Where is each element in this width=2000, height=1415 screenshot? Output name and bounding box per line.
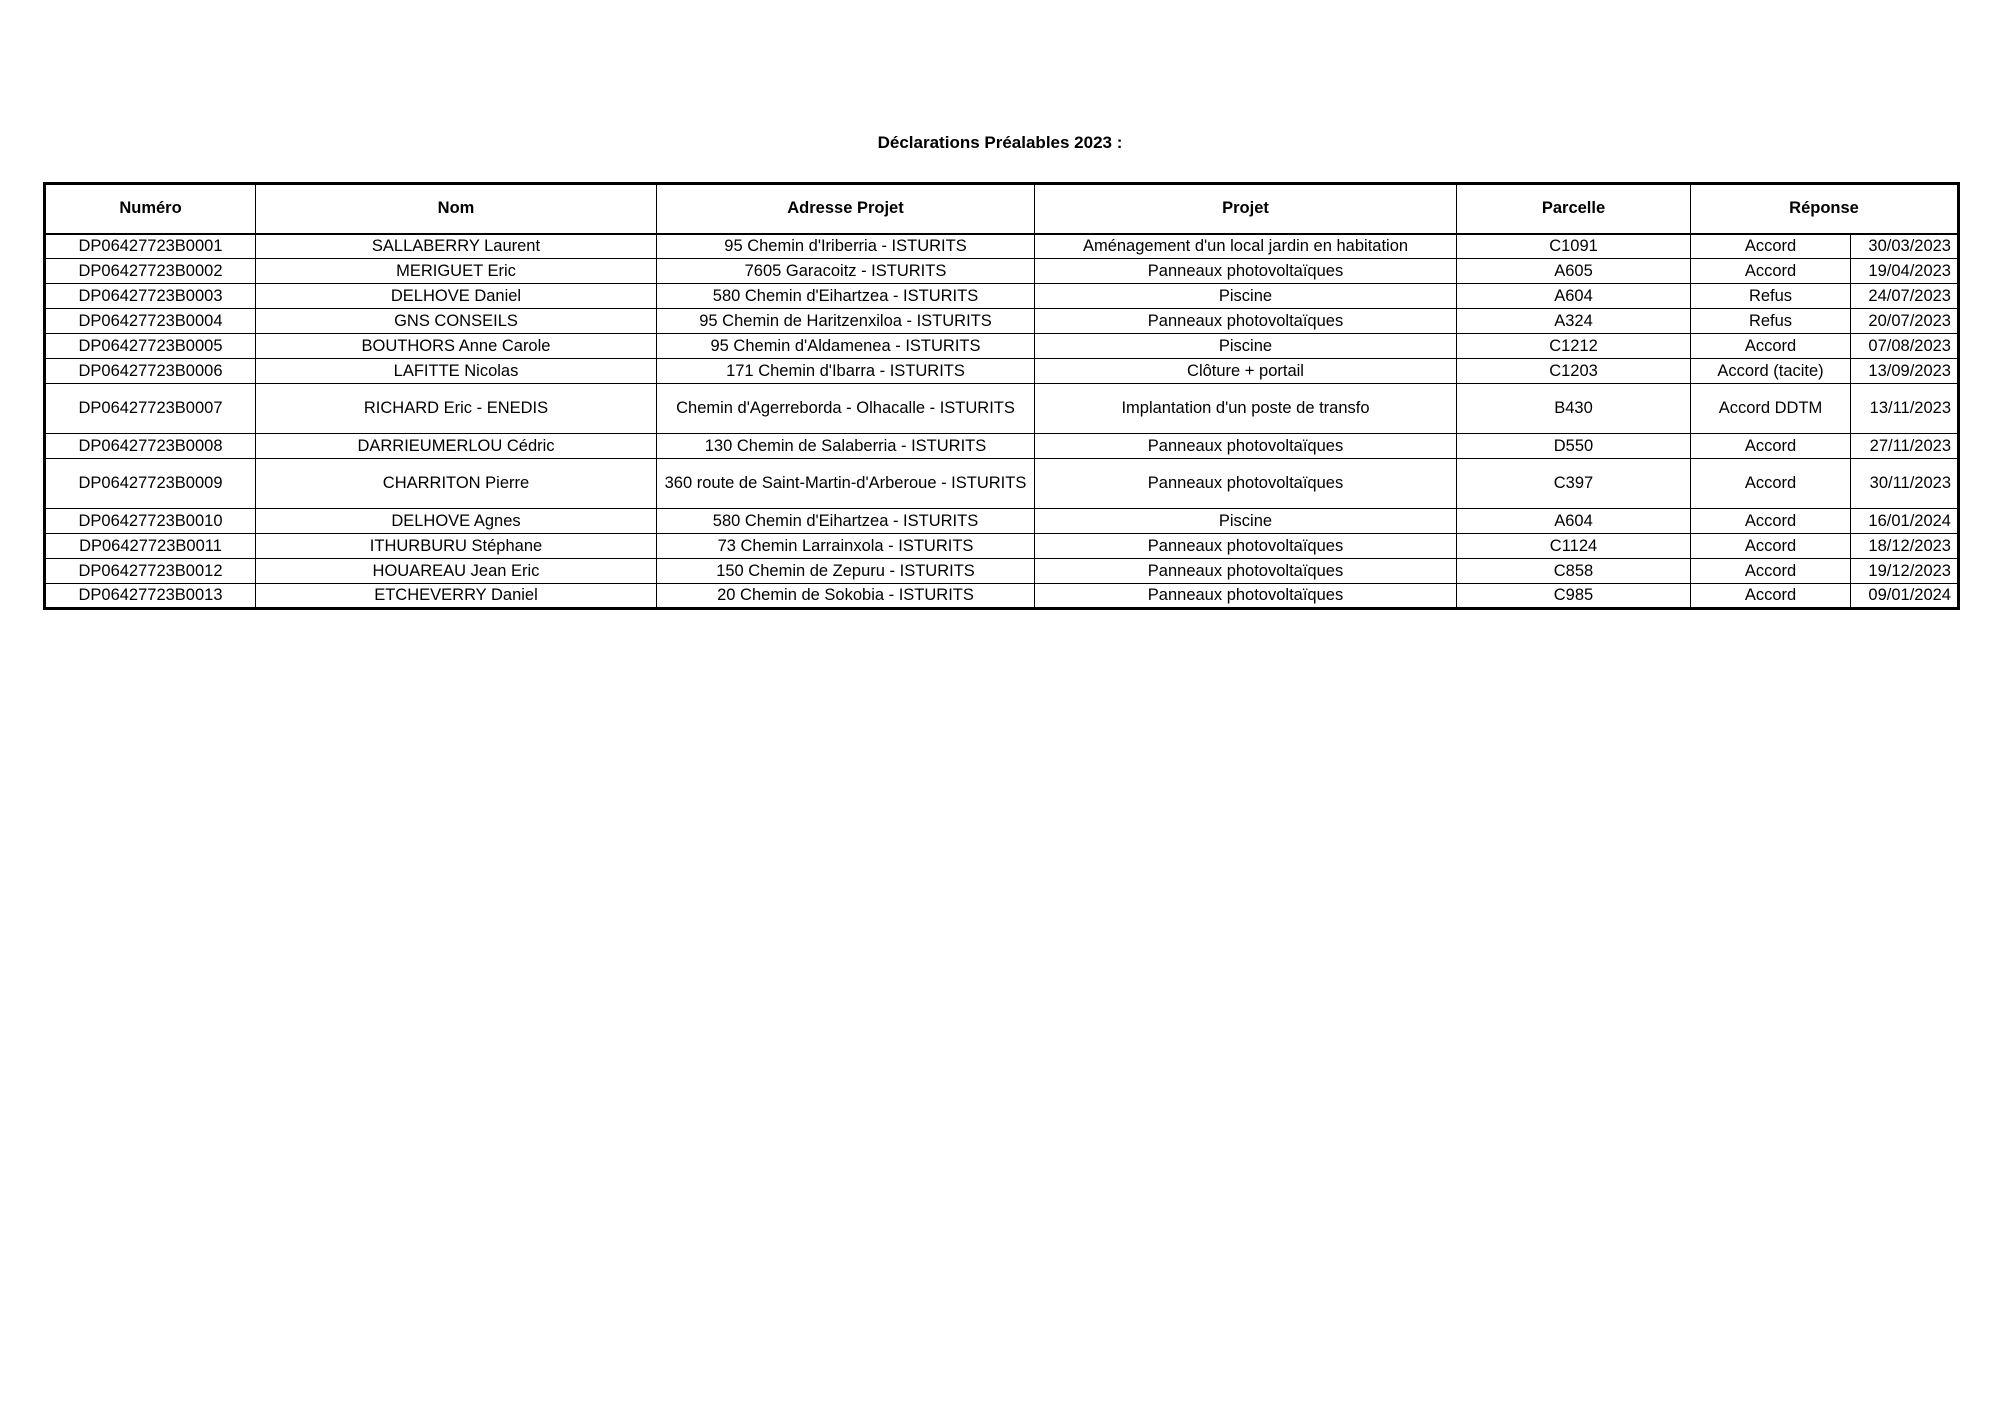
cell-parcelle: C397 bbox=[1457, 459, 1691, 509]
page-title: Déclarations Préalables 2023 : bbox=[877, 133, 1123, 152]
cell-nom: ETCHEVERRY Daniel bbox=[256, 584, 657, 609]
cell-parcelle: C1203 bbox=[1457, 359, 1691, 384]
cell-numero: DP06427723B0001 bbox=[45, 234, 256, 259]
header-reponse: Réponse bbox=[1691, 184, 1959, 234]
header-numero: Numéro bbox=[45, 184, 256, 234]
table-row bbox=[45, 434, 1959, 459]
cell-adresse: 73 Chemin Larrainxola - ISTURITS bbox=[657, 534, 1035, 559]
cell-reponse: Accord DDTM bbox=[1691, 384, 1851, 434]
cell-date: 07/08/2023 bbox=[1851, 334, 1959, 359]
cell-projet: Panneaux photovoltaïques bbox=[1035, 259, 1457, 284]
cell-date: 24/07/2023 bbox=[1851, 284, 1959, 309]
cell-reponse: Accord bbox=[1691, 534, 1851, 559]
cell-numero: DP06427723B0008 bbox=[45, 434, 256, 459]
cell-projet: Implantation d'un poste de transfo bbox=[1035, 384, 1457, 434]
cell-parcelle: C985 bbox=[1457, 584, 1691, 609]
cell-numero: DP06427723B0010 bbox=[45, 509, 256, 534]
cell-date: 09/01/2024 bbox=[1851, 584, 1959, 609]
cell-adresse: 7605 Garacoitz - ISTURITS bbox=[657, 259, 1035, 284]
cell-parcelle: A605 bbox=[1457, 259, 1691, 284]
table-row bbox=[45, 559, 1959, 584]
cell-reponse: Accord bbox=[1691, 259, 1851, 284]
table-row bbox=[45, 534, 1959, 559]
table-row bbox=[45, 309, 1959, 334]
cell-reponse: Accord bbox=[1691, 234, 1851, 259]
table-header-row bbox=[45, 184, 1959, 234]
cell-nom: DELHOVE Daniel bbox=[256, 284, 657, 309]
cell-projet: Panneaux photovoltaïques bbox=[1035, 534, 1457, 559]
cell-parcelle: A604 bbox=[1457, 509, 1691, 534]
table-row bbox=[45, 384, 1959, 434]
cell-parcelle: A604 bbox=[1457, 284, 1691, 309]
cell-projet: Panneaux photovoltaïques bbox=[1035, 459, 1457, 509]
header-parcelle: Parcelle bbox=[1457, 184, 1691, 234]
cell-nom: GNS CONSEILS bbox=[256, 309, 657, 334]
cell-reponse: Refus bbox=[1691, 284, 1851, 309]
cell-parcelle: C1091 bbox=[1457, 234, 1691, 259]
cell-projet: Piscine bbox=[1035, 284, 1457, 309]
cell-parcelle: C1212 bbox=[1457, 334, 1691, 359]
cell-nom: DELHOVE Agnes bbox=[256, 509, 657, 534]
table-row bbox=[45, 509, 1959, 534]
cell-nom: DARRIEUMERLOU Cédric bbox=[256, 434, 657, 459]
cell-date: 30/11/2023 bbox=[1851, 459, 1959, 509]
cell-reponse: Accord bbox=[1691, 509, 1851, 534]
table-row bbox=[45, 584, 1959, 609]
cell-date: 19/12/2023 bbox=[1851, 559, 1959, 584]
cell-parcelle: C1124 bbox=[1457, 534, 1691, 559]
cell-reponse: Accord bbox=[1691, 459, 1851, 509]
cell-numero: DP06427723B0006 bbox=[45, 359, 256, 384]
table-row bbox=[45, 259, 1959, 284]
cell-numero: DP06427723B0004 bbox=[45, 309, 256, 334]
table-row bbox=[45, 334, 1959, 359]
cell-nom: BOUTHORS Anne Carole bbox=[256, 334, 657, 359]
cell-date: 20/07/2023 bbox=[1851, 309, 1959, 334]
cell-nom: RICHARD Eric - ENEDIS bbox=[256, 384, 657, 434]
cell-projet: Piscine bbox=[1035, 509, 1457, 534]
cell-parcelle: D550 bbox=[1457, 434, 1691, 459]
cell-reponse: Accord bbox=[1691, 334, 1851, 359]
cell-nom: MERIGUET Eric bbox=[256, 259, 657, 284]
cell-projet: Panneaux photovoltaïques bbox=[1035, 309, 1457, 334]
cell-numero: DP06427723B0012 bbox=[45, 559, 256, 584]
header-nom: Nom bbox=[256, 184, 657, 234]
cell-date: 30/03/2023 bbox=[1851, 234, 1959, 259]
cell-projet: Panneaux photovoltaïques bbox=[1035, 434, 1457, 459]
cell-adresse: 95 Chemin d'Aldamenea - ISTURITS bbox=[657, 334, 1035, 359]
cell-parcelle: C858 bbox=[1457, 559, 1691, 584]
header-adresse-projet: Adresse Projet bbox=[657, 184, 1035, 234]
cell-reponse: Accord bbox=[1691, 434, 1851, 459]
cell-parcelle: B430 bbox=[1457, 384, 1691, 434]
cell-adresse: 150 Chemin de Zepuru - ISTURITS bbox=[657, 559, 1035, 584]
cell-date: 13/09/2023 bbox=[1851, 359, 1959, 384]
declarations-table bbox=[43, 182, 1960, 610]
cell-nom: SALLABERRY Laurent bbox=[256, 234, 657, 259]
cell-adresse: 171 Chemin d'Ibarra - ISTURITS bbox=[657, 359, 1035, 384]
cell-projet: Panneaux photovoltaïques bbox=[1035, 584, 1457, 609]
cell-adresse: 360 route de Saint-Martin-d'Arberoue - ISTURITS bbox=[657, 459, 1035, 509]
cell-nom: HOUAREAU Jean Eric bbox=[256, 559, 657, 584]
cell-numero: DP06427723B0011 bbox=[45, 534, 256, 559]
cell-nom: LAFITTE Nicolas bbox=[256, 359, 657, 384]
cell-numero: DP06427723B0007 bbox=[45, 384, 256, 434]
cell-projet: Aménagement d'un local jardin en habitation bbox=[1035, 234, 1457, 259]
cell-adresse: Chemin d'Agerreborda - Olhacalle - ISTURITS bbox=[657, 384, 1035, 434]
cell-date: 27/11/2023 bbox=[1851, 434, 1959, 459]
cell-date: 16/01/2024 bbox=[1851, 509, 1959, 534]
cell-projet: Piscine bbox=[1035, 334, 1457, 359]
cell-numero: DP06427723B0005 bbox=[45, 334, 256, 359]
cell-parcelle: A324 bbox=[1457, 309, 1691, 334]
cell-date: 13/11/2023 bbox=[1851, 384, 1959, 434]
table-row bbox=[45, 359, 1959, 384]
cell-adresse: 95 Chemin d'Iriberria - ISTURITS bbox=[657, 234, 1035, 259]
table-row bbox=[45, 459, 1959, 509]
cell-date: 18/12/2023 bbox=[1851, 534, 1959, 559]
cell-projet: Clôture + portail bbox=[1035, 359, 1457, 384]
cell-numero: DP06427723B0013 bbox=[45, 584, 256, 609]
cell-adresse: 130 Chemin de Salaberria - ISTURITS bbox=[657, 434, 1035, 459]
cell-numero: DP06427723B0003 bbox=[45, 284, 256, 309]
cell-adresse: 95 Chemin de Haritzenxiloa - ISTURITS bbox=[657, 309, 1035, 334]
cell-reponse: Refus bbox=[1691, 309, 1851, 334]
cell-nom: ITHURBURU Stéphane bbox=[256, 534, 657, 559]
cell-reponse: Accord bbox=[1691, 584, 1851, 609]
cell-projet: Panneaux photovoltaïques bbox=[1035, 559, 1457, 584]
table-row bbox=[45, 234, 1959, 259]
cell-adresse: 20 Chemin de Sokobia - ISTURITS bbox=[657, 584, 1035, 609]
cell-numero: DP06427723B0009 bbox=[45, 459, 256, 509]
cell-adresse: 580 Chemin d'Eihartzea - ISTURITS bbox=[657, 284, 1035, 309]
cell-reponse: Accord (tacite) bbox=[1691, 359, 1851, 384]
cell-numero: DP06427723B0002 bbox=[45, 259, 256, 284]
cell-adresse: 580 Chemin d'Eihartzea - ISTURITS bbox=[657, 509, 1035, 534]
cell-date: 19/04/2023 bbox=[1851, 259, 1959, 284]
cell-nom: CHARRITON Pierre bbox=[256, 459, 657, 509]
cell-reponse: Accord bbox=[1691, 559, 1851, 584]
table-row bbox=[45, 284, 1959, 309]
header-projet: Projet bbox=[1035, 184, 1457, 234]
